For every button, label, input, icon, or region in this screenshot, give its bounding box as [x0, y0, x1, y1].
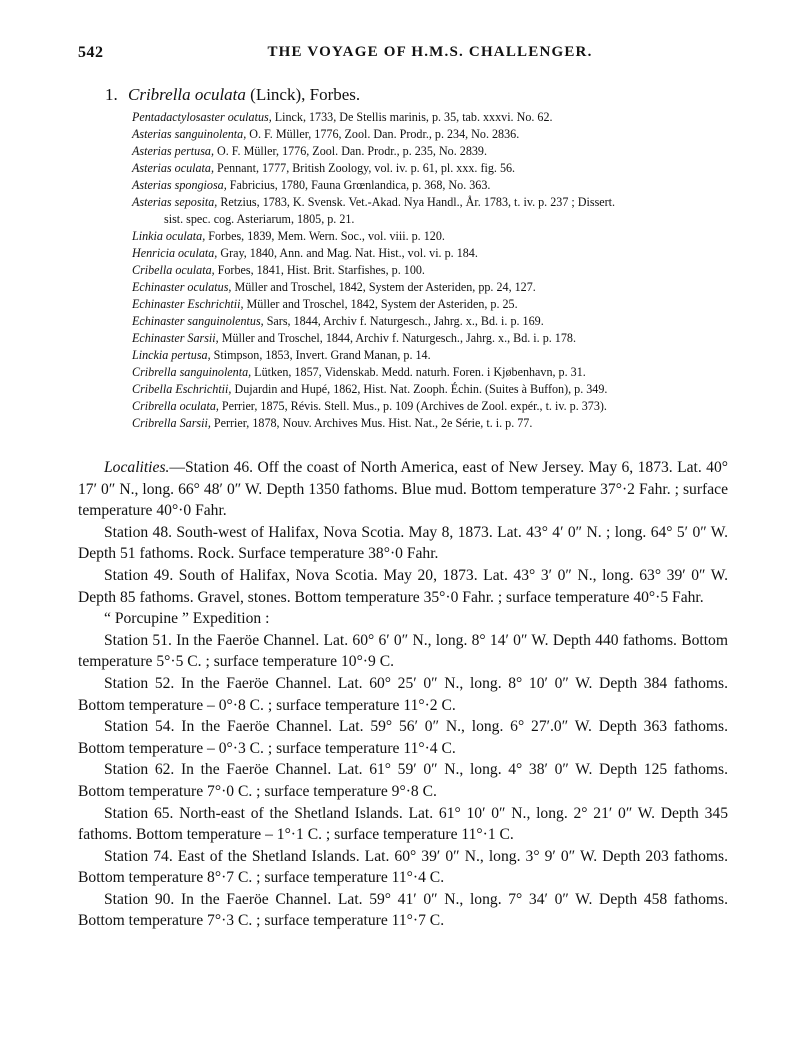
- synonym-reference: Sars, 1844, Archiv f. Naturgesch., Jahrg. x., Bd. i. p. 169.: [263, 314, 544, 328]
- synonym-reference: O. F. Müller, 1776, Zool. Dan. Prodr., p. 234, No. 2836.: [246, 127, 520, 141]
- synonym-name: Cribrella oculata,: [132, 399, 219, 413]
- localities-paragraph-first: [78, 457, 728, 522]
- synonym-name: Cribella Eschrichtii,: [132, 382, 232, 396]
- synonym-entry: [132, 381, 742, 398]
- synonym-reference-continued: sist. spec. cog. Asteriarum, 1805, p. 21.: [164, 212, 355, 226]
- locality-paragraph: [78, 673, 728, 716]
- locality-text: Station 54. In the Faeröe Channel. Lat. 59° 56′ 0″ N., long. 6° 27′.0″ W. Depth 363 fathoms. Bottom temperature – 0°·3 C. ; surface temperature 11°·4 C.: [78, 718, 728, 757]
- locality-paragraph: [78, 565, 728, 608]
- synonym-entry: [132, 279, 742, 296]
- synonym-reference: Lütken, 1857, Videnskab. Medd. naturh. Foren. i Kjøbenhavn, p. 31.: [251, 365, 586, 379]
- synonym-name: Asterias sanguinolenta,: [132, 127, 247, 141]
- synonym-entry: [132, 228, 742, 245]
- running-title: THE VOYAGE OF H.M.S. CHALLENGER.: [267, 44, 593, 60]
- species-authority: (Linck), Forbes.: [250, 85, 361, 104]
- synonym-entry: [132, 347, 742, 364]
- locality-text: Station 74. East of the Shetland Islands. Lat. 60° 39′ 0″ N., long. 3° 9′ 0″ W. Depth 203 fathoms. Bottom temperature 8°·7 C. ; surface temperature 11°·4 C.: [78, 847, 728, 887]
- locality-paragraph: [78, 630, 728, 673]
- synonym-reference: Perrier, 1875, Révis. Stell. Mus., p. 109 (Archives de Zool. expér., t. iv. p. 373).: [218, 399, 607, 413]
- locality-paragraph: [78, 846, 728, 889]
- locality-paragraph: [78, 522, 728, 565]
- locality-text: Station 90. In the Faeröe Channel. Lat. 59° 41′ 0″ N., long. 7° 34′ 0″ W. Depth 458 fathoms. Bottom temperature 7°·3 C. ; surface temperature 11°·7 C.: [78, 890, 728, 930]
- synonym-reference: Forbes, 1841, Hist. Brit. Starfishes, p. 100.: [214, 263, 425, 277]
- synonym-reference: Pennant, 1777, British Zoology, vol. iv. p. 61, pl. xxx. fig. 56.: [213, 161, 516, 175]
- synonym-reference: Dujardin and Hupé, 1862, Hist. Nat. Zooph. Échin. (Suites à Buffon), p. 349.: [231, 382, 608, 396]
- synonym-name: Echinaster oculatus,: [132, 280, 232, 294]
- locality-text: —Station 46. Off the coast of North America, east of New Jersey. May 6, 1873. Lat. 40° 17′ 0″ N., long. 66° 48′ 0″ W. Depth 1350 fathoms. Blue mud. Bottom temperature 37°·2 Fahr. ; surface temperature 40°·0 Fahr.: [78, 459, 728, 520]
- synonym-name: Asterias pertusa,: [132, 144, 214, 158]
- synonym-entry: [132, 109, 742, 126]
- localities-section: [78, 457, 728, 932]
- synonym-reference: Fabricius, 1780, Fauna Grœnlandica, p. 368, No. 363.: [226, 178, 491, 192]
- synonym-name: Asterias spongiosa,: [132, 178, 227, 192]
- synonym-name: Pentadactylosaster oculatus,: [132, 110, 272, 124]
- synonym-name: Cribella oculata,: [132, 263, 215, 277]
- species-number: 1.: [105, 85, 118, 104]
- page-number: 542: [78, 44, 104, 61]
- locality-text: Station 62. In the Faeröe Channel. Lat. 61° 59′ 0″ N., long. 4° 38′ 0″ W. Depth 125 fathoms. Bottom temperature 7°·0 C. ; surface temperature 9°·8 C.: [78, 761, 728, 800]
- synonym-entry: [132, 296, 742, 313]
- locality-text: “ Porcupine ” Expedition :: [104, 610, 270, 628]
- locality-text: Station 49. South of Halifax, Nova Scotia. May 20, 1873. Lat. 43° 3′ 0″ N., long. 63° 39′ 0″ W. Depth 85 fathoms. Gravel, stones. Bottom temperature 35°·0 Fahr. ; surface temperature 40°·5 Fahr.: [78, 566, 728, 606]
- synonym-name: Cribrella sanguinolenta,: [132, 365, 252, 379]
- localities-label: Localities.: [104, 459, 170, 476]
- synonym-entry: [132, 364, 742, 381]
- synonym-entry: [132, 177, 742, 194]
- synonymy-list: [132, 109, 742, 432]
- synonym-name: Echinaster Eschrichtii,: [132, 297, 244, 311]
- synonym-name: Echinaster Sarsii,: [132, 331, 219, 345]
- synonym-entry: [132, 245, 742, 262]
- synonym-entry: [132, 398, 742, 415]
- synonym-entry: [132, 262, 742, 279]
- synonym-entry: [132, 194, 742, 211]
- synonym-name: Linkia oculata,: [132, 229, 206, 243]
- synonym-reference: Retzius, 1783, K. Svensk. Vet.-Akad. Nya Handl., År. 1783, t. iv. p. 237 ; Dissert.: [217, 195, 616, 209]
- synonym-reference: Stimpson, 1853, Invert. Grand Manan, p. 14.: [210, 348, 431, 362]
- locality-paragraph: [78, 759, 728, 802]
- synonym-reference: Gray, 1840, Ann. and Mag. Nat. Hist., vol. vi. p. 184.: [217, 246, 478, 260]
- synonym-entry: [132, 126, 742, 143]
- locality-paragraph: [78, 608, 728, 630]
- locality-text: Station 52. In the Faeröe Channel. Lat. 60° 25′ 0″ N., long. 8° 10′ 0″ W. Depth 384 fathoms. Bottom temperature – 0°·8 C. ; surface temperature 11°·2 C.: [78, 674, 728, 714]
- synonym-reference: Müller and Troschel, 1844, Archiv f. Naturgesch., Jahrg. x., Bd. i. p. 178.: [218, 331, 576, 345]
- synonym-entry: [132, 330, 742, 347]
- species-heading: [105, 85, 360, 105]
- synonym-reference: O. F. Müller, 1776, Zool. Dan. Prodr., p. 235, No. 2839.: [213, 144, 487, 158]
- locality-text: Station 65. North-east of the Shetland Islands. Lat. 61° 10′ 0″ N., long. 2° 21′ 0″ W. Depth 345 fathoms. Bottom temperature – 1°·1 C. ; surface temperature 11°·1 C.: [78, 804, 728, 844]
- synonym-entry: [132, 160, 742, 177]
- synonym-name: Cribrella Sarsii,: [132, 416, 211, 430]
- synonym-entry: [132, 143, 742, 160]
- synonym-name: Asterias oculata,: [132, 161, 214, 175]
- locality-paragraph: [78, 889, 728, 932]
- species-name: Cribrella oculata: [128, 85, 246, 104]
- synonym-reference: Müller and Troschel, 1842, System der Asteriden, p. 25.: [243, 297, 518, 311]
- synonym-name: Asterias seposita,: [132, 195, 218, 209]
- synonym-name: Echinaster sanguinolentus,: [132, 314, 264, 328]
- synonym-reference: Forbes, 1839, Mem. Wern. Soc., vol. viii. p. 120.: [205, 229, 445, 243]
- locality-text: Station 48. South-west of Halifax, Nova Scotia. May 8, 1873. Lat. 43° 4′ 0″ N. ; long. 64° 5′ 0″ W. Depth 51 fathoms. Rock. Surface temperature 38°·0 Fahr.: [78, 523, 728, 563]
- page-header: [78, 44, 722, 66]
- synonym-entry: [132, 313, 742, 330]
- synonym-reference: Müller and Troschel, 1842, System der Asteriden, pp. 24, 127.: [231, 280, 536, 294]
- locality-paragraph: [78, 716, 728, 759]
- synonym-reference: Perrier, 1878, Nouv. Archives Mus. Hist. Nat., 2e Série, t. i. p. 77.: [210, 416, 533, 430]
- synonym-name: Linckia pertusa,: [132, 348, 211, 362]
- synonym-entry: [132, 415, 742, 432]
- locality-paragraph: [78, 803, 728, 846]
- synonym-reference: Linck, 1733, De Stellis marinis, p. 35, tab. xxxvi. No. 62.: [271, 110, 553, 124]
- synonym-name: Henricia oculata,: [132, 246, 218, 260]
- locality-text: Station 51. In the Faeröe Channel. Lat. 60° 6′ 0″ N., long. 8° 14′ 0″ W. Depth 440 fathoms. Bottom temperature 5°·5 C. ; surface temperature 10°·9 C.: [78, 631, 728, 671]
